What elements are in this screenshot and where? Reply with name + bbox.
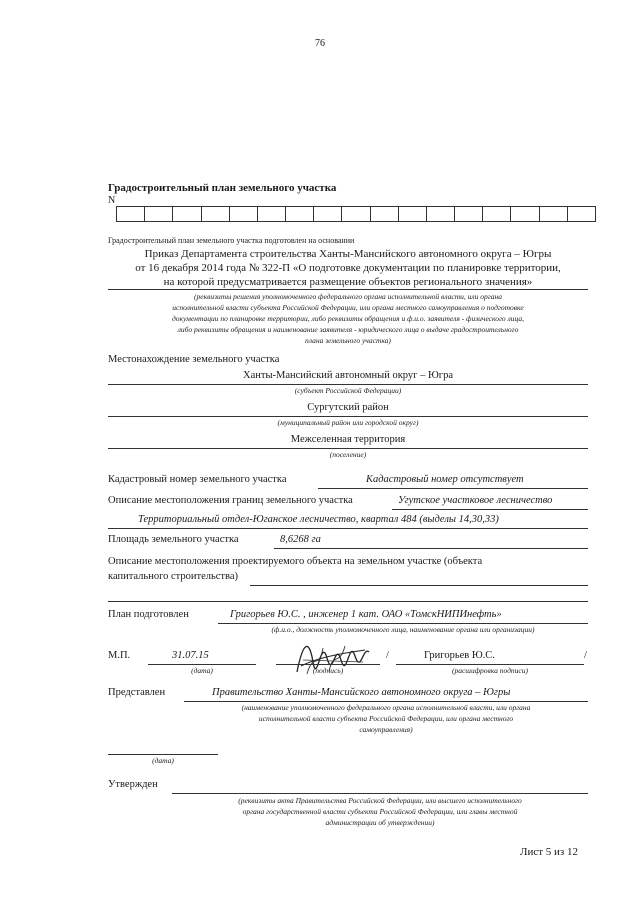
mp-label: М.П. — [108, 650, 131, 661]
plan-number-box — [341, 207, 369, 221]
location-label: Местонахождение земельного участка — [108, 354, 280, 365]
basis-hint-5: плана земельного участка) — [305, 336, 391, 345]
presented-hint-2: исполнительной власти субъекта Российской Федерации, или органа местного — [258, 714, 514, 723]
plan-number-box — [144, 207, 172, 221]
prepared-hint: (ф.и.о., должность уполномоченного лица, наименование органа или организации) — [271, 625, 535, 634]
plan-number-boxes — [116, 206, 596, 222]
settlement-underline — [108, 448, 588, 449]
basis-hint-2: исполнительной власти субъекта Российской Федерации, или органа местного самоуправления о подготовке — [172, 303, 524, 312]
cadastral-value: Кадастровый номер отсутствует — [366, 474, 524, 485]
location-district: Сургутский район — [307, 402, 389, 413]
approved-hint-2: органа государственной власти субъекта Российской Федерации, или главы местной — [242, 807, 518, 816]
area-label: Площадь земельного участка — [108, 534, 239, 545]
signature-hint: (подпись) — [312, 666, 344, 675]
plan-number-box — [398, 207, 426, 221]
basis-line-1: Приказ Департамента строительства Ханты-Мансийского автономного округа – Югры — [144, 248, 552, 260]
presented-hint-1: (наименование уполномоченного федерального органа исполнительной власти, или органа — [241, 703, 531, 712]
boundaries-underline-2 — [108, 528, 588, 529]
plan-number-box — [116, 207, 144, 221]
boundaries-value-1: Угутское участковое лесничество — [398, 495, 553, 506]
location-subject: Ханты-Мансийский автономный округ – Югра — [243, 370, 453, 381]
area-value: 8,6268 га — [280, 534, 321, 545]
signature-underline — [276, 664, 380, 665]
sheet-number: Лист 5 из 12 — [520, 846, 579, 858]
date-block-underline — [108, 754, 218, 755]
basis-hint-4: либо реквизиты обращения и наименование заявителя - юридического лица о выдаче градостроительного — [177, 325, 519, 334]
boundaries-label: Описание местоположения границ земельного участка — [108, 495, 353, 506]
prepared-label: План подготовлен — [108, 609, 189, 620]
project-object-underline-2 — [108, 601, 588, 602]
cadastral-underline — [318, 488, 588, 489]
date-underline — [148, 664, 256, 665]
plan-number-box — [426, 207, 454, 221]
basis-line-2: от 16 декабря 2014 года № 322-П «О подготовке документации по планировке территории, — [135, 262, 561, 274]
district-hint: (муниципальный район или городской округ) — [277, 418, 419, 427]
subject-underline — [108, 384, 588, 385]
area-underline — [274, 548, 588, 549]
number-label: N — [108, 195, 116, 206]
name-hint: (расшифровка подписи) — [451, 666, 529, 675]
basis-hint-1: (реквизиты решения уполномоченного федерального органа исполнительной власти, или органа — [194, 292, 502, 301]
plan-number-box — [229, 207, 257, 221]
plan-number-box — [454, 207, 482, 221]
boundaries-underline-1 — [392, 509, 588, 510]
plan-number-box — [482, 207, 510, 221]
basis-underline — [108, 289, 588, 290]
plan-number-box — [285, 207, 313, 221]
plan-number-box — [567, 207, 596, 221]
plan-number-box — [172, 207, 200, 221]
approved-hint-1: (реквизиты акта Правительства Российской Федерации, или высшего исполнительного — [238, 796, 522, 805]
date-hint: (дата) — [191, 666, 213, 675]
document-title: Градостроительный план земельного участка — [108, 182, 337, 194]
plan-number-box — [257, 207, 285, 221]
project-object-label-1: Описание местоположения проектируемого объекта на земельном участке (объекта — [108, 556, 483, 567]
signer-name: Григорьев Ю.С. — [424, 650, 495, 661]
plan-number-box — [201, 207, 229, 221]
name-underline — [396, 664, 584, 665]
presented-hint-3: самоуправления) — [359, 725, 413, 734]
basis-label: Градостроительный план земельного участка подготовлен на основании — [108, 236, 355, 245]
boundaries-value-2: Территориальный отдел-Юганское лесничество, квартал 484 (выделы 14,30,33) — [138, 514, 499, 525]
prepared-underline — [218, 623, 588, 624]
project-object-label-2: капитального строительства) — [108, 571, 238, 582]
cadastral-label: Кадастровый номер земельного участка — [108, 474, 287, 485]
subject-hint: (субъект Российской Федерации) — [294, 386, 402, 395]
basis-line-3: на которой предусматривается размещение объектов регионального значения» — [163, 276, 533, 288]
plan-number-box — [313, 207, 341, 221]
approved-underline — [172, 793, 588, 794]
plan-number-box — [539, 207, 567, 221]
location-settlement: Межселенная территория — [290, 434, 406, 445]
basis-hint-3: документации по планировке территории, либо реквизиты обращения и ф.и.о. заявителя - физического лица, — [171, 314, 525, 323]
presented-value: Правительство Ханты-Мансийского автономного округа – Югры — [212, 687, 511, 698]
district-underline — [108, 416, 588, 417]
slash-separator: / — [386, 650, 389, 661]
project-object-underline — [250, 585, 588, 586]
date-block-hint: (дата) — [152, 756, 174, 765]
presented-label: Представлен — [108, 687, 166, 698]
presented-underline — [184, 701, 588, 702]
approved-hint-3: администрации об утверждении) — [325, 818, 435, 827]
plan-number-box — [370, 207, 398, 221]
approved-label: Утвержден — [108, 779, 158, 790]
plan-number-box — [510, 207, 538, 221]
page-number: 76 — [315, 38, 325, 49]
signing-date: 31.07.15 — [172, 650, 209, 661]
settlement-hint: (поселение) — [329, 450, 367, 459]
prepared-value: Григорьев Ю.С. , инженер 1 кат. ОАО «ТомскНИПИнефть» — [230, 609, 502, 620]
slash-separator-2: / — [584, 650, 587, 661]
